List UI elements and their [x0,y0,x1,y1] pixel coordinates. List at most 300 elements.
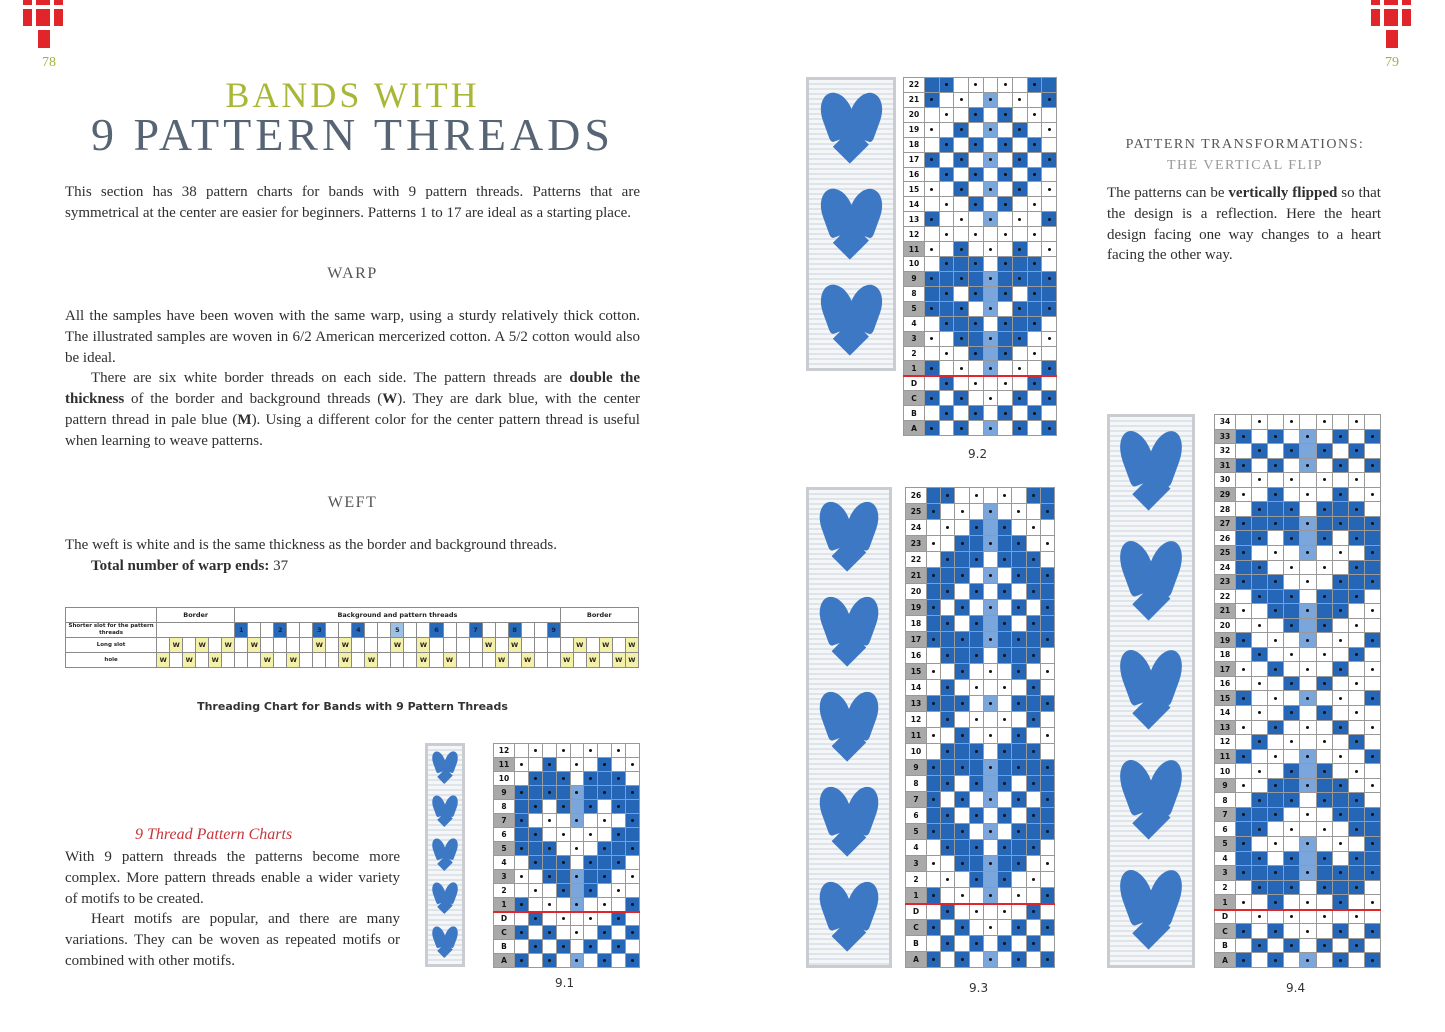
pattern-cell [955,536,968,551]
pattern-cell [1284,575,1299,589]
pattern-cell [1252,459,1267,473]
pattern-cell [1028,406,1042,420]
pattern-cell [1284,633,1299,647]
pattern-cell [940,361,954,375]
pattern-cell [1236,604,1251,618]
row-number: 13 [1215,721,1235,735]
pattern-cell [954,182,968,196]
pattern-cell [984,227,998,241]
pattern-cell [954,93,968,107]
pattern-cell [1349,502,1364,516]
pattern-cell [1300,590,1315,604]
pattern-cell [612,828,625,841]
pattern-cell [598,744,611,757]
pattern-cell [1028,242,1042,256]
pattern-cell [1284,939,1299,953]
pattern-cell [925,123,939,137]
pattern-cell [626,772,639,785]
threading-cell [495,638,508,653]
pattern-cell [940,376,954,390]
pattern-cell [998,182,1012,196]
pattern-cell [1317,604,1332,618]
pattern-cell [529,856,542,869]
pattern-cell [954,421,968,435]
pattern-cell [1284,953,1299,967]
pattern-cell [969,168,983,182]
pattern-cell [1252,502,1267,516]
pattern-cell [998,257,1012,271]
row-number: 2 [904,347,924,361]
threading-cell: 8 [508,623,521,638]
row-number: 28 [1215,502,1235,516]
pattern-cell [1317,648,1332,662]
pattern-cell [925,168,939,182]
pattern-cell [584,814,597,827]
row-number: 5 [906,824,926,839]
pattern-cell [1013,361,1027,375]
row-number: 12 [494,744,514,757]
pattern-cell [1284,531,1299,545]
pattern-cell [1349,735,1364,749]
pattern-cell [1028,123,1042,137]
pattern-cell [1349,677,1364,691]
pattern-cell [598,786,611,799]
pattern-cell [1252,590,1267,604]
pattern-cell [984,138,998,152]
pattern-cell [584,898,597,911]
pattern-cell [925,212,939,226]
pattern-cell [1268,502,1283,516]
threading-cell [157,623,235,638]
pattern-cell [612,800,625,813]
pattern-cell [1317,852,1332,866]
pattern-cell [940,78,954,92]
pattern-cell [1027,504,1040,519]
pattern-cell [1349,619,1364,633]
pattern-cell [1284,677,1299,691]
pattern-cell [1268,444,1283,458]
pattern-cell [1365,866,1380,880]
pattern-cell [1365,764,1380,778]
pattern-cell [1013,376,1027,390]
row-number: 6 [1215,822,1235,836]
pattern-cell [1317,779,1332,793]
row-number: 8 [1215,793,1235,807]
row-number: 3 [494,870,514,883]
pattern-cell [557,758,570,771]
pattern-cell [1041,856,1054,871]
pattern-cell [970,856,983,871]
pattern-cell [940,317,954,331]
pattern-cell [626,884,639,897]
threading-cell: W [222,638,235,653]
pattern-cell [1317,473,1332,487]
pattern-cell [984,936,997,951]
pattern-cell [1300,721,1315,735]
threading-cell [170,653,183,668]
pattern-cell [998,376,1012,390]
pattern-cell [1268,852,1283,866]
row-number: B [494,940,514,953]
pattern-cell [1012,776,1025,791]
pattern-cell [1349,691,1364,705]
pattern-cell [940,168,954,182]
pattern-cell [970,936,983,951]
pattern-cell [1349,546,1364,560]
row-number: 1 [906,888,926,903]
pattern-cell [969,197,983,211]
pattern-cell [1041,536,1054,551]
pattern-cell [1041,488,1054,503]
pattern-cell [1028,227,1042,241]
pattern-cell [1284,430,1299,444]
pattern-cell [1252,531,1267,545]
pattern-cell [1300,502,1315,516]
pattern-cell [1252,546,1267,560]
pattern-cell [1300,837,1315,851]
pattern-cell [1042,153,1056,167]
pattern-cell [598,856,611,869]
pattern-cell [1028,108,1042,122]
pattern-cell [529,842,542,855]
pattern-cell [954,391,968,405]
pattern-cell [955,760,968,775]
pattern-cell [1333,415,1348,429]
pattern-cell [1365,633,1380,647]
pattern-cell [1252,444,1267,458]
pattern-cell [998,93,1012,107]
pattern-cell [954,78,968,92]
pattern-cell [998,632,1011,647]
pattern-cell [955,616,968,631]
pattern-cell [925,361,939,375]
pattern-cell [984,824,997,839]
pattern-cell [955,888,968,903]
pattern-cell [1236,881,1251,895]
pattern-cell [984,664,997,679]
pattern-cell [941,760,954,775]
pattern-cell [1333,721,1348,735]
row-number: C [494,926,514,939]
pattern-cell [1333,473,1348,487]
page-title-line1: BANDS WITH [225,75,480,115]
pattern-cell [1252,691,1267,705]
pattern-cell [1041,552,1054,567]
pattern-cell [1028,421,1042,435]
pattern-cell [571,954,584,967]
row-number: 9 [906,760,926,775]
pattern-cell [1252,662,1267,676]
pattern-cell [1236,488,1251,502]
pattern-cell [984,182,998,196]
pattern-cell [1236,924,1251,938]
pattern-cell [1236,459,1251,473]
pattern-cell [940,108,954,122]
pattern-cell [940,153,954,167]
pattern-cell [598,814,611,827]
pattern-cell [1012,744,1025,759]
pattern-cell [1365,895,1380,909]
pattern-cell [1333,924,1348,938]
pattern-cell [984,808,997,823]
pattern-cell [1012,904,1025,919]
pattern-cell [1012,584,1025,599]
pattern-cell [927,680,940,695]
threading-cell: W [287,653,300,668]
pattern-cell [1333,852,1348,866]
pattern-cell [954,242,968,256]
pattern-cell [1333,502,1348,516]
pattern-cell [1349,808,1364,822]
row-number: 17 [906,632,926,647]
pattern-cell [1042,406,1056,420]
pattern-cell [941,744,954,759]
pattern-cell [1284,691,1299,705]
pattern-cell [969,287,983,301]
band-photo-9-2 [806,77,896,371]
threading-border-left: Border [157,608,235,623]
pattern-cell [955,808,968,823]
threading-cell [326,653,339,668]
pattern-cell [529,772,542,785]
pattern-cell [1012,488,1025,503]
row-number: 16 [906,648,926,663]
pattern-cell [955,952,968,967]
pattern-cell [557,940,570,953]
pattern-cell [1236,531,1251,545]
threading-cell: W [508,638,521,653]
row-number: C [904,391,924,405]
pattern-cell [1252,677,1267,691]
pattern-cell [998,824,1011,839]
row-number: 8 [904,287,924,301]
pattern-cell [1333,430,1348,444]
threading-cell: W [625,653,638,668]
pattern-cell [955,744,968,759]
pattern-cell [1013,108,1027,122]
pattern-cell [1317,764,1332,778]
pattern-cell [984,93,998,107]
pattern-cell [1012,952,1025,967]
pattern-cell [1236,910,1251,924]
pattern-cell [998,488,1011,503]
row-number: 10 [1215,764,1235,778]
pattern-cell [1252,866,1267,880]
row-number: D [904,376,924,390]
warp-ends-line [65,556,640,577]
row-number: 14 [906,680,926,695]
pattern-cell [1317,444,1332,458]
pattern-cell [584,926,597,939]
pattern-cell [557,786,570,799]
pattern-cell [584,758,597,771]
pattern-cell [954,302,968,316]
pattern-cell [984,712,997,727]
pattern-cell [1349,852,1364,866]
pattern-cell [1027,952,1040,967]
pattern-cell [927,664,940,679]
pattern-cell [1333,822,1348,836]
pattern-cell [1284,721,1299,735]
pattern-cell [529,758,542,771]
pattern-cell [970,600,983,615]
pattern-cell [998,808,1011,823]
pattern-cell [927,632,940,647]
pattern-cell [984,600,997,615]
pattern-cell [925,272,939,286]
pattern-cell [984,287,998,301]
pattern-cell [1012,568,1025,583]
pattern-cell [954,108,968,122]
pattern-cell [955,920,968,935]
pattern-cell [1349,706,1364,720]
heart-motif [433,838,457,869]
pattern-cell [1300,473,1315,487]
pattern-cell [1284,764,1299,778]
pattern-cell [598,842,611,855]
pattern-cell [970,920,983,935]
pattern-cell [515,870,528,883]
pattern-cell [998,648,1011,663]
pattern-cell [927,856,940,871]
heart-motif [433,882,457,913]
pattern-cell [1284,822,1299,836]
pattern-cell [1284,604,1299,618]
pattern-cell [1284,808,1299,822]
figure-label-9-2: 9.2 [968,447,988,461]
pattern-cell [927,808,940,823]
pattern-cell [984,168,998,182]
pattern-cell [1252,939,1267,953]
pattern-cell [1317,517,1332,531]
row-number: 32 [1215,444,1235,458]
pattern-cell [998,78,1012,92]
pattern-cell [940,182,954,196]
pattern-cell [1333,764,1348,778]
pattern-cell [940,227,954,241]
pattern-cell [612,744,625,757]
pattern-cell [927,552,940,567]
pattern-cell [925,376,939,390]
pattern-cell [1300,575,1315,589]
row-number: 7 [1215,808,1235,822]
logo-right [1371,0,1429,52]
row-number: 4 [494,856,514,869]
pattern-cell [984,584,997,599]
pattern-cell [1349,662,1364,676]
pattern-cell [1349,822,1364,836]
pattern-cell [557,800,570,813]
pattern-cell [1284,561,1299,575]
pattern-cell [927,696,940,711]
pattern-cell [571,884,584,897]
pattern-cell [954,227,968,241]
pattern-cell [927,888,940,903]
row-number: 9 [904,272,924,286]
pattern-cell [1236,721,1251,735]
pattern-cell [1252,910,1267,924]
pattern-cell [1317,721,1332,735]
pattern-cell [1349,750,1364,764]
pattern-cell [1300,910,1315,924]
pattern-cell [529,744,542,757]
pattern-cell [1012,840,1025,855]
pattern-cell [626,744,639,757]
sidebar-text [1107,183,1381,266]
pattern-cell [571,898,584,911]
pattern-cell [1333,517,1348,531]
pattern-cell [1042,361,1056,375]
threading-cell [417,623,430,638]
pattern-cell [1041,888,1054,903]
threading-border-right: Border [560,608,638,623]
pattern-cell [998,504,1011,519]
pattern-cell [584,828,597,841]
pattern-cell [927,744,940,759]
pattern-cell [584,870,597,883]
pattern-cell [984,108,998,122]
pattern-cell [1027,888,1040,903]
pattern-cell [1333,793,1348,807]
row-number: 14 [904,197,924,211]
pattern-cell [1365,953,1380,967]
pattern-cell [1028,332,1042,346]
row-number: 20 [904,108,924,122]
weft-start-line [903,375,1057,377]
pattern-cell [612,926,625,939]
pattern-cell [1349,764,1364,778]
row-number: 17 [1215,662,1235,676]
pattern-cell [543,814,556,827]
pattern-cell [1317,939,1332,953]
pattern-cell [955,520,968,535]
pattern-cell [940,257,954,271]
pattern-cell [1041,840,1054,855]
row-number: 26 [906,488,926,503]
heart-motif [433,751,457,782]
warp-p2-bold: double the thickness [65,370,640,408]
pattern-cell [1333,619,1348,633]
pattern-cell [941,952,954,967]
row-number: 7 [494,814,514,827]
pattern-cell [1012,872,1025,887]
pattern-cell [1300,924,1315,938]
band-photo-9-3 [806,487,892,968]
pattern-cell [955,488,968,503]
pattern-cell [969,317,983,331]
pattern-cell [940,332,954,346]
intro-paragraph [65,182,640,224]
threading-cell [365,623,378,638]
pattern-cell [1041,936,1054,951]
pattern-cell [1300,633,1315,647]
pattern-cell [984,376,998,390]
pattern-cell [998,568,1011,583]
pattern-cell [941,616,954,631]
threading-cell [456,653,469,668]
pattern-cell [1252,750,1267,764]
pattern-cell [1317,924,1332,938]
pattern-cell [941,680,954,695]
pattern-cell [1236,691,1251,705]
pattern-cell [1317,502,1332,516]
pattern-cell [970,952,983,967]
pattern-cell [1365,677,1380,691]
pattern-cell [1349,459,1364,473]
pattern-cell [984,504,997,519]
pattern-cell [571,814,584,827]
pattern-cell [984,332,998,346]
